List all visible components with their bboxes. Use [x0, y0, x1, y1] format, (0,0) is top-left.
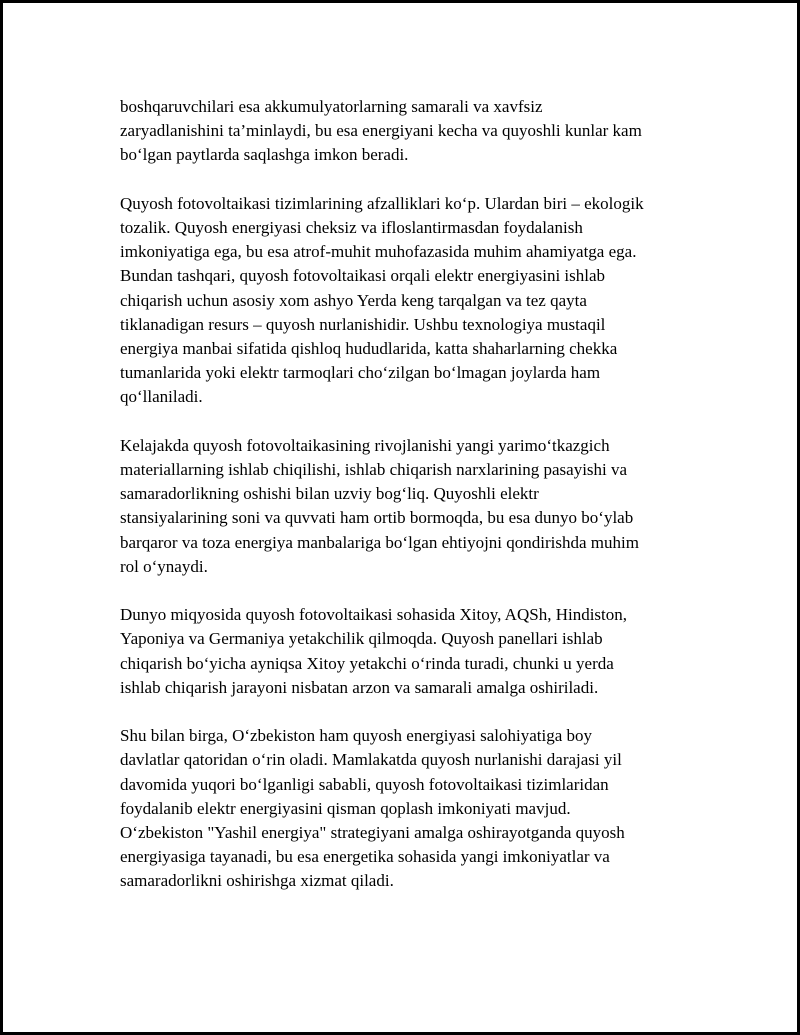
- paragraph-1: boshqaruvchilari esa akkumulyatorlarning samarali va xavfsiz zaryadlanishini ta’minlaydi, bu esa energiyani kecha va quyoshli kunlar kam bo‘lgan paytlarda saqlashga imkon beradi.: [120, 97, 642, 165]
- paragraph-2: Quyosh fotovoltaikasi tizimlarining afzalliklari ko‘p. Ulardan biri – ekologik tozalik. Quyosh energiyasi cheksiz va ifloslantirmasdan foydalanish imkoniyatiga ega, bu esa atrof-muhit muhofazasida muhim ahamiyatga ega. Bundan tashqari, quyosh fotovoltaikasi orqali elektr energiyasini ishlab chiqarish uchun asosiy xom ashyo Yerda keng tarqalgan va tez qayta tiklanadigan resurs – quyosh nurlanishidir. Ushbu texnologiya mustaqil energiya manbai sifatida qishloq hududlarida, katta shaharlarning chekka tumanlarida yoki elektr tarmoqlari cho‘zilgan bo‘lmagan joylarda ham qo‘llaniladi.: [120, 193, 644, 407]
- paragraph-4: Dunyo miqyosida quyosh fotovoltaikasi sohasida Xitoy, AQSh, Hindiston, Yaponiya va Germaniya yetakchilik qilmoqda. Quyosh panellari ishlab chiqarish bo‘yicha ayniqsa Xitoy yetakchi o‘rinda turadi, chunki u yerda ishlab chiqarish jarayoni nisbatan arzon va samarali amalga oshiriladi.: [120, 605, 628, 697]
- paragraph-5: Shu bilan birga, O‘zbekiston ham quyosh energiyasi salohiyatiga boy davlatlar qatoridan o‘rin oladi. Mamlakatda quyosh nurlanishi darajasi yil davomida yuqori bo‘lganligi sababli, quyosh fotovoltaikasi tizimlaridan foydalanib elektr energiyasini qisman qoplash imkoniyati mavjud. O‘zbekiston "Yashil energiya" strategiyani amalga oshirayotganda quyosh energiyasiga tayanadi, bu esa energetika sohasida yangi imkoniyatlar va samaradorlikni oshirishga xizmat qiladi.: [120, 726, 625, 891]
- paragraph-3: Kelajakda quyosh fotovoltaikasining rivojlanishi yangi yarimo‘tkazgich materiallarning ishlab chiqilishi, ishlab chiqarish narxlarining pasayishi va samaradorlikning oshishi bilan uzviy bog‘liq. Quyoshli elektr stansiyalarining soni va quvvati ham ortib bormoqda, bu esa dunyo bo‘ylab barqaror va toza energiya manbalariga bo‘lgan ehtiyojni qondirishda muhim rol o‘ynaydi.: [120, 435, 639, 576]
- document-body: [120, 95, 700, 918]
